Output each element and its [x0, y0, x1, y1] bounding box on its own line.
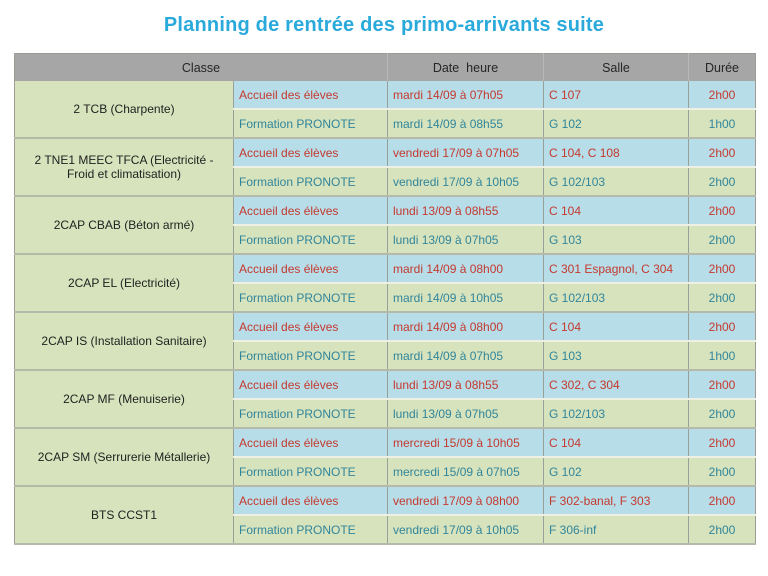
class-name-cell: 2CAP CBAB (Béton armé)	[15, 196, 234, 254]
activity-cell: Formation PRONOTE	[234, 399, 388, 428]
salle-cell: C 104	[544, 428, 689, 457]
duree-cell: 2h00	[689, 283, 756, 312]
activity-cell: Accueil des élèves	[234, 81, 388, 109]
activity-cell: Formation PRONOTE	[234, 225, 388, 254]
table-row-accueil	[15, 486, 756, 515]
salle-cell: G 102/103	[544, 283, 689, 312]
activity-cell: Accueil des élèves	[234, 312, 388, 341]
date-heure-cell: mercredi 15/09 à 07h05	[388, 457, 544, 486]
date-heure-cell: vendredi 17/09 à 08h00	[388, 486, 544, 515]
duree-cell: 2h00	[689, 254, 756, 283]
date-heure-cell: vendredi 17/09 à 10h05	[388, 515, 544, 544]
date-heure-cell: mardi 14/09 à 07h05	[388, 81, 544, 109]
planning-table	[14, 53, 756, 545]
activity-cell: Accueil des élèves	[234, 486, 388, 515]
header-duree: Durée	[689, 54, 756, 82]
class-name-cell: BTS CCST1	[15, 486, 234, 544]
header-classe: Classe	[15, 54, 388, 82]
salle-cell: G 102/103	[544, 167, 689, 196]
salle-cell: F 306-inf	[544, 515, 689, 544]
duree-cell: 2h00	[689, 138, 756, 167]
duree-cell: 2h00	[689, 515, 756, 544]
class-name-cell: 2CAP IS (Installation Sanitaire)	[15, 312, 234, 370]
activity-cell: Accueil des élèves	[234, 254, 388, 283]
salle-cell: G 103	[544, 225, 689, 254]
duree-cell: 2h00	[689, 196, 756, 225]
salle-cell: C 302, C 304	[544, 370, 689, 399]
duree-cell: 2h00	[689, 486, 756, 515]
date-heure-cell: mardi 14/09 à 07h05	[388, 341, 544, 370]
activity-cell: Accueil des élèves	[234, 196, 388, 225]
date-heure-cell: mardi 14/09 à 10h05	[388, 283, 544, 312]
date-heure-cell: mercredi 15/09 à 10h05	[388, 428, 544, 457]
duree-cell: 2h00	[689, 370, 756, 399]
salle-cell: C 104	[544, 196, 689, 225]
salle-cell: C 104, C 108	[544, 138, 689, 167]
duree-cell: 1h00	[689, 109, 756, 138]
date-heure-cell: mardi 14/09 à 08h00	[388, 312, 544, 341]
table-row-accueil	[15, 196, 756, 225]
header-salle: Salle	[544, 54, 689, 82]
date-heure-cell: lundi 13/09 à 07h05	[388, 399, 544, 428]
duree-cell: 2h00	[689, 312, 756, 341]
activity-cell: Formation PRONOTE	[234, 457, 388, 486]
date-heure-cell: mardi 14/09 à 08h55	[388, 109, 544, 138]
date-heure-cell: lundi 13/09 à 08h55	[388, 196, 544, 225]
date-heure-cell: lundi 13/09 à 07h05	[388, 225, 544, 254]
activity-cell: Accueil des élèves	[234, 138, 388, 167]
table-row-accueil	[15, 312, 756, 341]
header-date-heure: Date heure	[388, 54, 544, 82]
date-heure-cell: lundi 13/09 à 08h55	[388, 370, 544, 399]
salle-cell: C 107	[544, 81, 689, 109]
table-row-accueil	[15, 370, 756, 399]
date-heure-cell: vendredi 17/09 à 07h05	[388, 138, 544, 167]
table-row-accueil	[15, 138, 756, 167]
activity-cell: Accueil des élèves	[234, 370, 388, 399]
date-heure-cell: vendredi 17/09 à 10h05	[388, 167, 544, 196]
class-name-cell: 2 TCB (Charpente)	[15, 81, 234, 138]
activity-cell: Accueil des élèves	[234, 428, 388, 457]
date-heure-cell: mardi 14/09 à 08h00	[388, 254, 544, 283]
salle-cell: G 103	[544, 341, 689, 370]
table-row-accueil	[15, 254, 756, 283]
activity-cell: Formation PRONOTE	[234, 341, 388, 370]
salle-cell: C 104	[544, 312, 689, 341]
salle-cell: F 302-banal, F 303	[544, 486, 689, 515]
salle-cell: C 301 Espagnol, C 304	[544, 254, 689, 283]
table-row-accueil	[15, 428, 756, 457]
duree-cell: 2h00	[689, 225, 756, 254]
duree-cell: 1h00	[689, 341, 756, 370]
duree-cell: 2h00	[689, 457, 756, 486]
activity-cell: Formation PRONOTE	[234, 283, 388, 312]
class-name-cell: 2CAP MF (Menuiserie)	[15, 370, 234, 428]
salle-cell: G 102	[544, 109, 689, 138]
activity-cell: Formation PRONOTE	[234, 167, 388, 196]
table-header-row	[15, 54, 756, 82]
class-name-cell: 2CAP SM (Serrurerie Métallerie)	[15, 428, 234, 486]
table-row-accueil	[15, 81, 756, 109]
activity-cell: Formation PRONOTE	[234, 515, 388, 544]
duree-cell: 2h00	[689, 428, 756, 457]
duree-cell: 2h00	[689, 399, 756, 428]
salle-cell: G 102	[544, 457, 689, 486]
page-title: Planning de rentrée des primo-arrivants suite	[163, 14, 605, 36]
class-name-cell: 2 TNE1 MEEC TFCA (Electricité -Froid et climatisation)	[15, 138, 234, 196]
duree-cell: 2h00	[689, 81, 756, 109]
activity-cell: Formation PRONOTE	[234, 109, 388, 138]
class-name-cell: 2CAP EL (Electricité)	[15, 254, 234, 312]
salle-cell: G 102/103	[544, 399, 689, 428]
duree-cell: 2h00	[689, 167, 756, 196]
